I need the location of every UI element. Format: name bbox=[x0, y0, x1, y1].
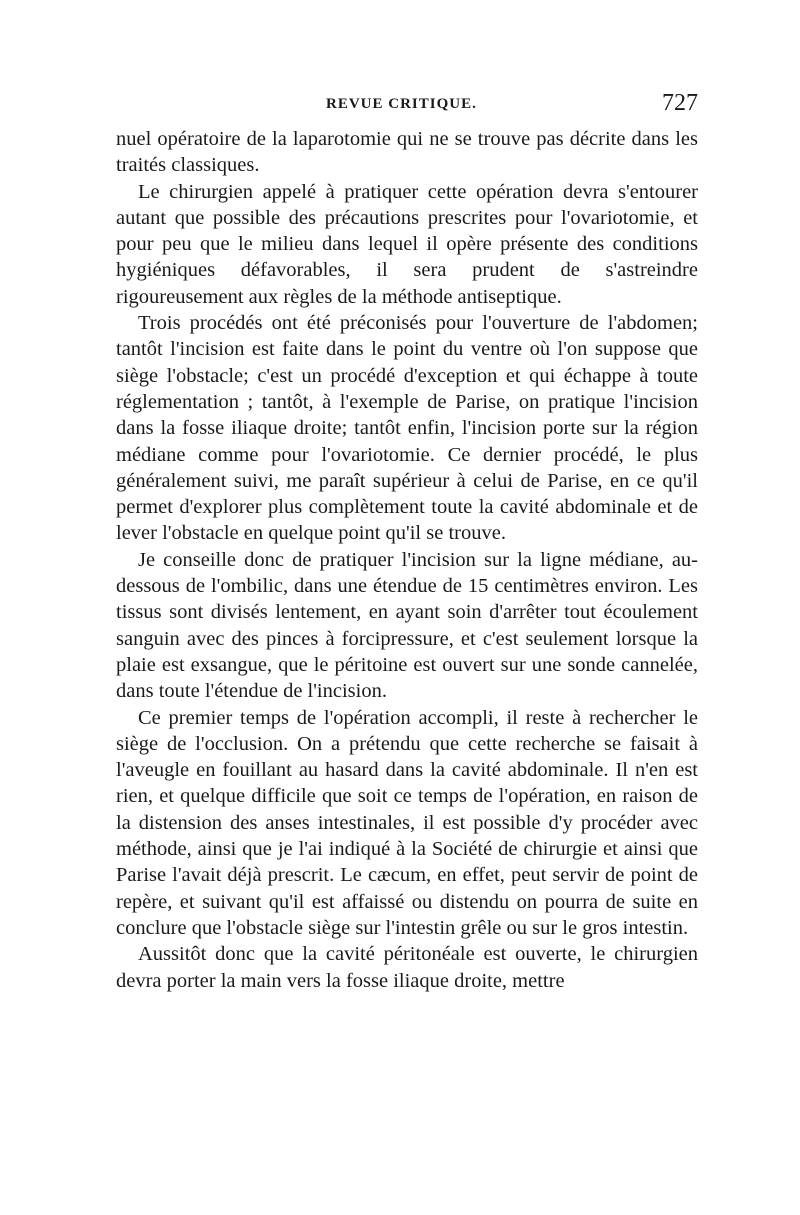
book-page bbox=[116, 90, 698, 994]
paragraph: Ce premier temps de l'opération accompli, il reste à rechercher le siège de l'occlusion. On a prétendu que cette recherche se faisait à l'aveugle en fouillant au hasard dans la cavité abdominale. Il n'en est rien, et quelque difficile que soit ce temps de l'opération, en raison de la distension des anses intestinales, il est possible d'y procéder avec méthode, ainsi que je l'ai indiqué à la Société de chirurgie et ainsi que Parise l'avait déjà prescrit. Le cæcum, en effet, peut servir de point de repère, et suivant qu'il est affaissé ou distendu on pourra de suite en conclure que l'obstacle siège sur l'intestin grêle ou sur le gros intestin. bbox=[116, 706, 698, 939]
page-number: 727 bbox=[662, 90, 698, 116]
paragraph-continuation: nuel opératoire de la laparotomie qui ne se trouve pas décrite dans les traités classiques. bbox=[116, 128, 698, 177]
paragraph: Trois procédés ont été préconisés pour l'ouverture de l'abdomen; tantôt l'incision est faite dans le point du ventre où l'on suppose que siège l'obstacle; c'est un procédé d'exception et qui échappe à toute réglementation ; tantôt, à l'exemple de Parise, on pratique l'incision dans la fosse iliaque droite; tantôt enfin, l'incision porte sur la région médiane comme pour l'ovariotomie. Ce dernier procédé, le plus généralement suivi, me paraît supérieur à celui de Parise, en ce qu'il permet d'explorer plus complètement toute la cavité abdominale et de lever l'obstacle en quelque point qu'il se trouve. bbox=[116, 312, 698, 545]
paragraph: Je conseille donc de pratiquer l'incision sur la ligne médiane, au-dessous de l'ombilic, dans une étendue de 15 centimètres environ. Les tissus sont divisés lentement, en ayant soin d'arrêter tout écoulement sanguin avec des pinces à forcipressure, et c'est seulement lorsque la plaie est exsangue, que le péritoine est ouvert sur une sonde cannelée, dans toute l'étendue de l'incision. bbox=[116, 548, 698, 703]
body-text bbox=[116, 126, 698, 994]
running-head bbox=[116, 90, 698, 126]
running-head-title: REVUE CRITIQUE. bbox=[326, 96, 477, 112]
paragraph: Aussitôt donc que la cavité péritonéale est ouverte, le chirurgien devra porter la main vers la fosse iliaque droite, mettre bbox=[116, 943, 698, 992]
paragraph: Le chirurgien appelé à pratiquer cette opération devra s'entourer autant que possible des précautions prescrites pour l'ovariotomie, et pour peu que le milieu dans lequel il opère présente des conditions hygiéniques défavorables, il sera prudent de s'astreindre rigoureusement aux règles de la méthode antiseptique. bbox=[116, 180, 698, 308]
